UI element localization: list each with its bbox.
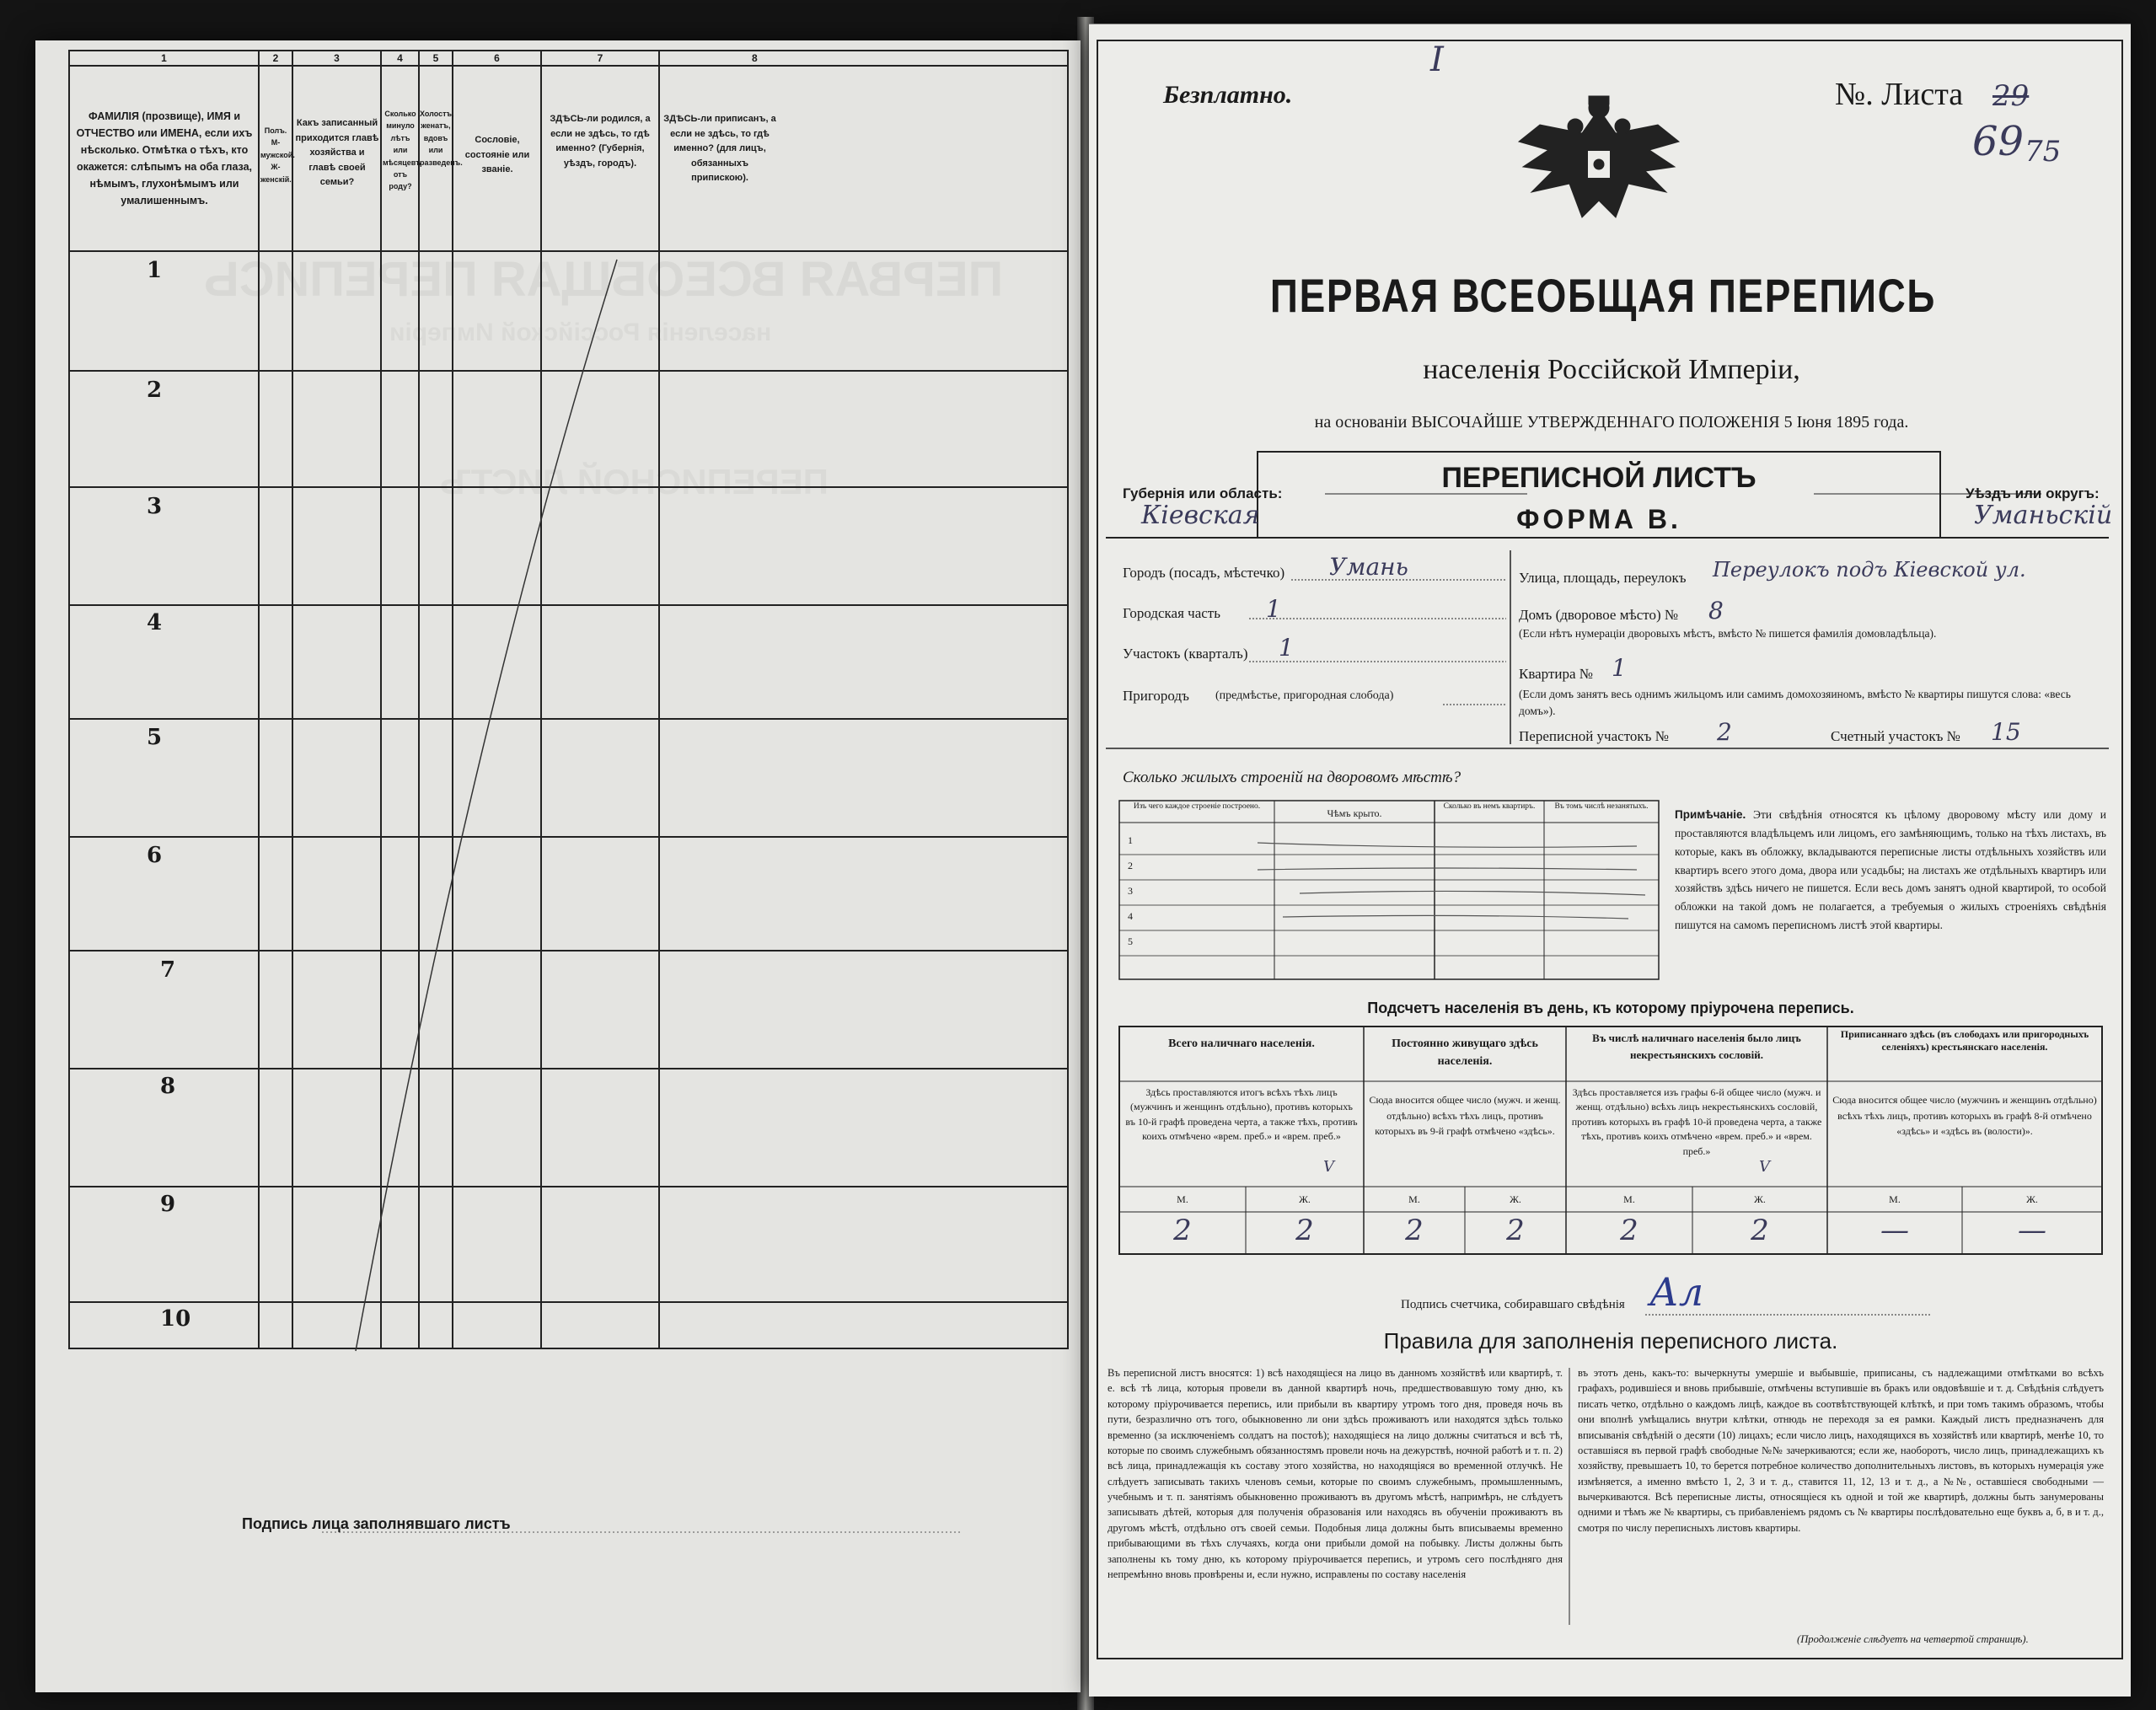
- rules-title: Правила для заполненія переписного листа.: [1383, 1328, 1838, 1354]
- row-number-9: 9: [160, 1192, 176, 1217]
- page-title: ПЕРВАЯ ВСЕОБЩАЯ ПЕРЕПИСЬ: [1269, 269, 1937, 322]
- note-title: Примѣчаніе.: [1675, 808, 1746, 821]
- sheet-number-label: №. Листа: [1835, 77, 1964, 112]
- rules-continued: (Продолженіе слѣдуетъ на четвертой страницѣ).: [1797, 1633, 2029, 1645]
- header-birthplace: ЗДѢСЬ-ли родился, а если не здѣсь, то гдѣ именно? (Губернія, уѣздъ, городъ).: [550, 114, 651, 169]
- left-page: [35, 40, 1081, 1692]
- district-value: Уманьскій: [1974, 501, 2113, 530]
- suburb-label: Пригородъ: [1123, 688, 1189, 704]
- header-sex: Полъ. М-мужской. Ж-женскій.: [260, 126, 295, 184]
- tally-sex-f-1: Ж.: [1299, 1193, 1311, 1205]
- left-grid: [35, 40, 1081, 1692]
- apartment-note: (Если домъ занятъ весь однимъ жильцомъ или самимъ домохозяиномъ, вмѣсто № квартиры пишутся слова: «весь домъ»).: [1519, 688, 2071, 717]
- col-number-7: 7: [597, 52, 603, 64]
- form-title: ПЕРЕПИСНОЙ ЛИСТЪ: [1441, 462, 1756, 494]
- district-label: Уѣздъ или округъ:: [1966, 485, 2100, 501]
- col-number-4: 4: [397, 52, 403, 64]
- street-value: Переулокъ подъ Кіевской ул.: [1713, 558, 2026, 582]
- bleed-through-form: ПЕРЕПИСНОЙ ЛИСТЪ: [440, 462, 829, 501]
- buildings-row-1: 1: [1128, 834, 1133, 846]
- bleed-through-title: ПЕРВАЯ ВСЕОБЩАЯ ПЕРЕПИСЬ: [204, 252, 1004, 307]
- row-number-10: 10: [160, 1306, 191, 1332]
- sheet-number-crossed: 29: [1992, 79, 2030, 113]
- buildings-question: Сколько жилыхъ строеній на дворовомъ мѣстѣ?: [1123, 769, 1461, 786]
- buildings-col-material: Изъ чего каждое строеніе построено.: [1133, 802, 1261, 811]
- town-value: Умань: [1329, 553, 1408, 581]
- tally-desc-present: Здѣсь проставляются итогъ всѣхъ тѣхъ лицъ (мужчинъ и женщинъ отдѣльно), противъ которыхъ въ 10-й графѣ проведена черта, а также тѣхъ, противъ коихъ отмѣчено «врем. преб.» и «врем. преб.»: [1125, 1086, 1358, 1143]
- col-number-5: 5: [432, 52, 439, 64]
- header-estate: Сословіе, состояніе или званіе.: [464, 135, 530, 175]
- tally-header-permanent: Постоянно живущаго здѣсь населенія.: [1392, 1037, 1538, 1068]
- tally-sex-m-4: М.: [1889, 1193, 1901, 1205]
- tally-header-nonpeasant: Въ числѣ наличнаго населенія было лицъ некрестьянскихъ сословій.: [1592, 1032, 1801, 1061]
- note-block: [1675, 806, 2106, 935]
- tally-value-permanent-m: 2: [1405, 1214, 1424, 1247]
- signature-label: Подпись лица заполнявшаго листъ: [242, 1515, 511, 1532]
- tally-value-nonpeasant-f: 2: [1751, 1214, 1769, 1247]
- header-registered: ЗДѢСЬ-ли приписанъ, а если не здѣсь, то гдѣ именно? (для лицъ, обязанныхъ припискою).: [663, 114, 776, 184]
- tally-desc-nonpeasant-tick: V: [1759, 1158, 1770, 1176]
- buildings-row-2: 2: [1128, 860, 1133, 871]
- row-number-8: 8: [160, 1074, 176, 1099]
- quarter-value: 1: [1279, 634, 1294, 662]
- header-name: ФАМИЛІЯ (прозвище), ИМЯ и ОТЧЕСТВО или ИМЕНА, если ихъ нѣсколько. Отмѣтка о тѣхъ, кто окажется: слѣпымъ на оба глаза, нѣмымъ, глухонѣмымъ или умалишеннымъ.: [76, 110, 253, 206]
- row-number-5: 5: [147, 725, 163, 750]
- row-number-6: 6: [147, 843, 163, 868]
- tally-value-permanent-f: 2: [1506, 1214, 1525, 1247]
- tally-desc-peasant: Сюда вносится общее число (мужчинъ и женщинъ отдѣльно) всѣхъ тѣхъ лицъ, противъ которыхъ въ графѣ 8-й отмѣчено «здѣсь» и «здѣсь въ (волости)».: [1832, 1094, 2097, 1138]
- row-number-2: 2: [147, 378, 163, 403]
- rules-right-column: въ этотъ день, какъ-то: вычеркнуты умершіе и выбывшіе, приписаны, съ надлежащими отмѣтками во всѣхъ графахъ, родившіеся и вновь прибывшіе, отмѣчены вступившіе въ бракъ или овдовѣвшіе и т. д. Свѣдѣнія слѣдуетъ писать четко, отдѣльно о каждомъ лицѣ, каждое въ соотвѣтствующей клѣткѣ, и при томъ такимъ образомъ, чтобы они вполнѣ умѣщались внутри клѣтки, отнюдь не переходя за ея рамки. Каждый листъ предназначенъ для вписыванія свѣдѣній о десяти (10) лицахъ; если число лицъ, находящихся въ хозяйствѣ или квартирѣ, менѣе 10, то оставшіяся въ первой графѣ свободные №№ зачеркиваются; если же, наоборотъ, число лицъ, принадлежащихъ къ хозяйству, превышаетъ 10, то берется потребное количество дополнительныхъ листовъ, въ которыхъ нумерація уже измѣняется, а именно вмѣсто 1, 2, 3 и т. д., ставится 11, 12, 13 и т. д., а №№, оставшіеся свободными — вычеркиваются. Всѣ переписные листы, относящіеся къ одной и той же квартирѣ, должны быть занумерованы одними и тѣмъ же № квартиры, съ прибавленіемъ рядомъ съ № квартиры послѣдовательно еще буквъ а, б, в и т. д., смотря по числу переписныхъ листовъ квартиры.: [1578, 1367, 2104, 1534]
- page-subtitle: населенія Россійской Имперіи,: [1423, 354, 1800, 385]
- row-number-1: 1: [147, 258, 163, 283]
- tally-value-present-m: 2: [1173, 1214, 1192, 1247]
- house-label: Домъ (дворовое мѣсто) №: [1519, 607, 1679, 623]
- row-number-4: 4: [147, 610, 163, 635]
- legal-basis: на основаніи ВЫСОЧАЙШЕ УТВЕРЖДЕННАГО ПОЛОЖЕНІЯ 5 Іюня 1895 года.: [1314, 413, 1909, 432]
- street-label: Улица, площадь, переулокъ: [1519, 570, 1687, 586]
- tally-sex-f-4: Ж.: [2026, 1193, 2038, 1205]
- tally-sex-m-2: М.: [1408, 1193, 1420, 1205]
- tally-sex-m-3: М.: [1623, 1193, 1635, 1205]
- sheet-number-handwritten: 69: [1972, 118, 2025, 165]
- buildings-row-5: 5: [1128, 935, 1133, 947]
- census-section-label: Переписной участокъ №: [1519, 728, 1669, 744]
- note-text: Эти свѣдѣнія относятся къ цѣлому дворовому мѣсту или дому и проставляются владѣльцемъ или лицомъ, его замѣняющимъ, только на тѣхъ листахъ, въ которые, какъ въ обложку, вкладываются переписные листы отдѣльныхъ хозяйствъ или квартиръ всего этого дома, двора или усадьбы; на листахъ же отдѣльныхъ квартиръ или хозяйствъ здѣсь ничего не пишется. Если весь домъ занятъ одной квартирой, то особой обложки на такой домъ не полагается, а требуемыя о жилыхъ строеніяхъ свѣдѣнія пишутся на самомъ переписномъ листѣ этой квартиры.: [1675, 808, 2107, 932]
- counter-signature-label: Подпись счетчика, собиравшаго свѣдѣнія: [1401, 1298, 1625, 1311]
- tally-title: Подсчетъ населенія въ день, къ которому пріурочена перепись.: [1367, 1000, 1854, 1016]
- buildings-col-roof: Чѣмъ крыто.: [1327, 807, 1382, 819]
- header-marital: Холостъ, женатъ, вдовъ или разведенъ.: [420, 110, 463, 167]
- suburb-hint: (предмѣстье, пригородная слобода): [1215, 689, 1394, 702]
- col-number-3: 3: [334, 52, 340, 64]
- city-part-value: 1: [1266, 595, 1281, 623]
- col-number-2: 2: [272, 52, 279, 64]
- form-letter: ФОРМА В.: [1516, 504, 1681, 534]
- province-label: Губернія или область:: [1123, 485, 1283, 501]
- buildings-col-apartments: Сколько въ немъ квартиръ.: [1443, 802, 1536, 811]
- bleed-through-subtitle: населенія Россійской Имперіи: [389, 319, 772, 346]
- house-value: 8: [1708, 597, 1724, 624]
- row-number-7: 7: [160, 957, 176, 983]
- count-section-value: 15: [1991, 718, 2021, 746]
- handwritten-roman-numeral: I: [1430, 40, 1444, 79]
- col-number-8: 8: [752, 52, 758, 64]
- buildings-col-vacant: Въ томъ числѣ незанятыхъ.: [1554, 802, 1649, 811]
- city-part-label: Городская часть: [1123, 605, 1220, 621]
- apartment-value: 1: [1612, 654, 1627, 682]
- col-number-6: 6: [494, 52, 500, 64]
- tally-header-present: Всего наличнаго населенія.: [1168, 1037, 1315, 1050]
- tally-value-present-f: 2: [1295, 1214, 1314, 1247]
- tally-sex-f-2: Ж.: [1510, 1193, 1521, 1205]
- tally-desc-permanent: Сюда вносится общее число (мужч. и женщ. отдѣльно) всѣхъ тѣхъ лицъ, противъ которыхъ въ 9-й графѣ отмѣчено «здѣсь».: [1369, 1094, 1561, 1138]
- tally-desc-nonpeasant: Здѣсь проставляется изъ графы 6-й общее число (мужч. и женщ. отдѣльно) всѣхъ лицъ некрестьянскихъ сословій, противъ которыхъ въ графѣ 10-й проведена черта, а также тѣхъ, противъ коихъ отмѣчено «врем. преб.» и «врем. преб.»: [1571, 1086, 1822, 1157]
- rules-left-column: Въ переписной листъ вносятся: 1) всѣ находящіеся на лицо въ данномъ хозяйствѣ или квартирѣ, т. е. всѣ тѣ лица, которыя провели въ данной квартирѣ ночь, предшествовавшую тому дню, къ которому пріурочивается перепись, или прибыли въ квартиру утромъ того дня, проведя ночь въ пути, безразлично отъ того, обыкновенно ли они здѣсь проживаютъ или находятся здѣсь только временно (за исключеніемъ солдатъ на постоѣ); находящіеся на лицо должны считаться и всѣ тѣ, которые по своимъ служебнымъ обязанностямъ провели ночь на дежурствѣ, ночной работѣ и т. п. 2) всѣ лица, принадлежащія къ составу этого хозяйства, но находящіяся во временной отлучкѣ. Не слѣдуетъ записывать такихъ членовъ семьи, которые по своимъ служебнымъ, промышленнымъ, учебнымъ и т. п. занятіямъ обыкновенно проживаютъ въ другомъ мѣстѣ, напримѣръ, не слѣдуетъ записывать дѣтей, которыя для полученія образованія или находясь въ обученіи проживаютъ въ другомъ мѣстѣ, отдѣльно отъ своей семьи. Подобныя лица должны быть вписываемы временно прибывающими въ тѣхъ случаяхъ, когда они прибыли домой на побывку. Листы должны быть заполнены къ тому дню, къ которому пріурочивается перепись, и утромъ сего послѣдняго дня непремѣнно вновь провѣрены и, если нужно, исправлены по составу населенія: [1107, 1367, 1563, 1580]
- free-label: Безплатно.: [1163, 81, 1293, 109]
- tally-value-nonpeasant-m: 2: [1620, 1214, 1638, 1247]
- row-number-3: 3: [147, 494, 163, 519]
- province-value: Кіевская: [1141, 501, 1260, 530]
- house-note: (Если нѣтъ нумераціи дворовыхъ мѣстъ, вмѣсто № пишется фамилія домовладѣльца).: [1519, 627, 1937, 640]
- census-section-value: 2: [1717, 718, 1732, 746]
- town-label: Городъ (посадъ, мѣстечко): [1123, 565, 1285, 581]
- sheet-number-handwritten-2: 75: [2025, 135, 2062, 169]
- counter-signature: Ал: [1649, 1269, 1704, 1315]
- tally-value-peasant-m: —: [1880, 1214, 1909, 1247]
- header-relation: Какъ записанный приходится главѣ хозяйства и главѣ своей семьи?: [295, 118, 379, 188]
- buildings-row-3: 3: [1128, 885, 1133, 897]
- tally-sex-m-1: М.: [1177, 1193, 1188, 1205]
- tally-value-peasant-f: —: [2018, 1214, 2046, 1247]
- tally-header-peasant: Приписаннаго здѣсь (въ слободахъ или пригородныхъ селеніяхъ) крестьянскаго населенія.: [1840, 1028, 2089, 1053]
- apartment-label: Квартира №: [1519, 666, 1594, 682]
- quarter-label: Участокъ (кварталъ): [1123, 646, 1248, 662]
- tally-desc-present-tick: V: [1323, 1158, 1334, 1176]
- count-section-label: Счетный участокъ №: [1831, 728, 1960, 744]
- header-age: Сколько минуло лѣтъ или мѣсяцевъ отъ роду?: [383, 110, 421, 191]
- col-number-1: 1: [161, 52, 167, 64]
- tally-sex-f-3: Ж.: [1754, 1193, 1766, 1205]
- buildings-row-4: 4: [1128, 910, 1133, 922]
- right-page: [1089, 24, 2131, 1697]
- eagle-emblem: [1519, 96, 1679, 217]
